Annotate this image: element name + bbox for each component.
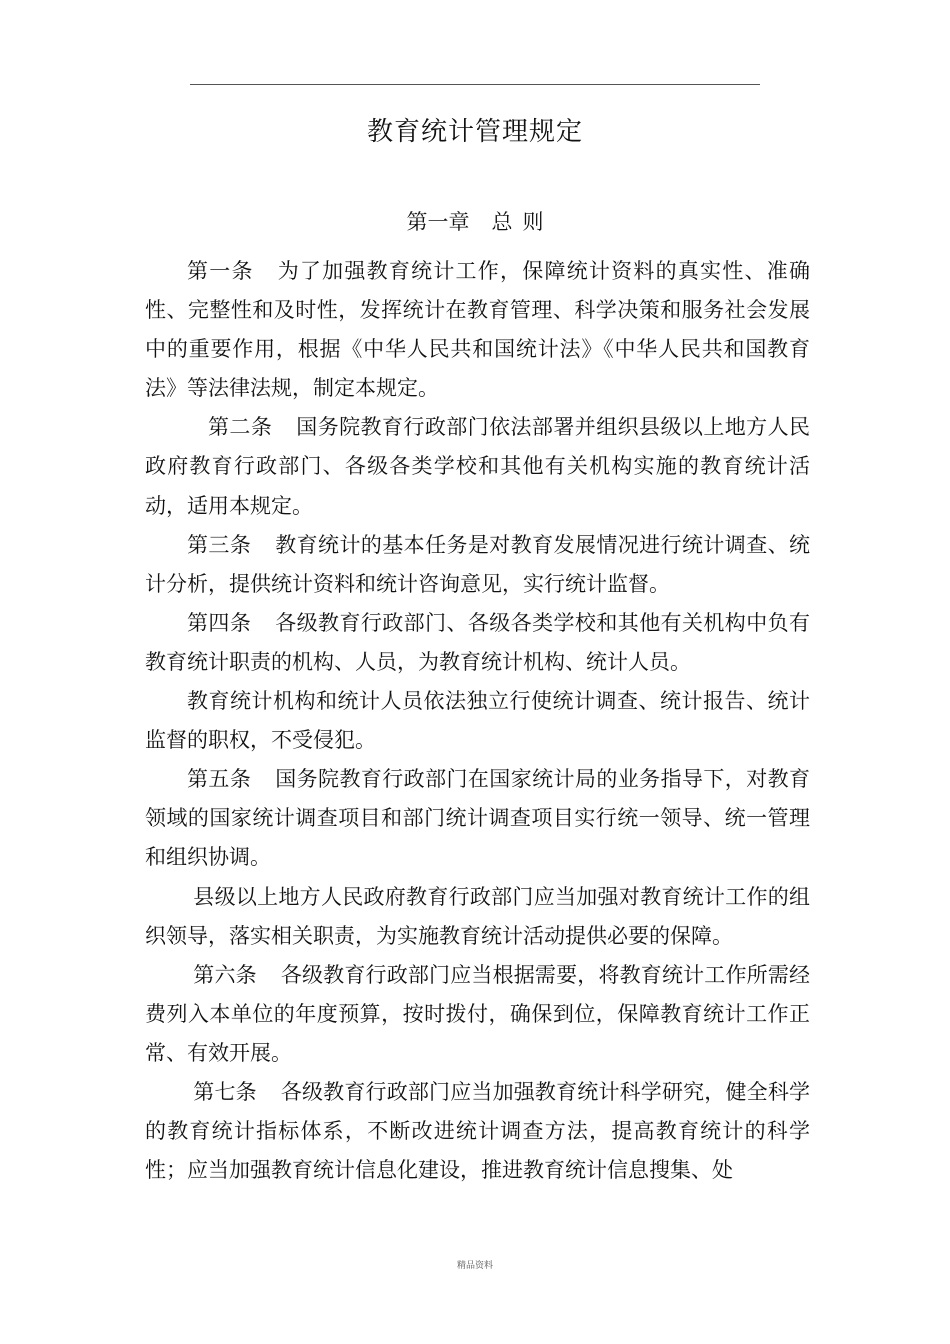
article-paragraph xyxy=(145,1073,810,1190)
article-paragraph xyxy=(145,956,810,1073)
article-text: 各级教育行政部门应当根据需要，将教育统计工作所需经费列入本单位的年度预算，按时拨付，确保到位，保障教育统计工作正常、有效开展。 xyxy=(145,962,811,1065)
article-paragraph xyxy=(145,682,810,760)
article-text: 教育统计的基本任务是对教育发展情况进行统计调查、统计分析，提供统计资料和统计咨询意见，实行统计监督。 xyxy=(145,532,811,596)
article-text: 县级以上地方人民政府教育行政部门应当加强对教育统计工作的组织领导，落实相关职责，为实施教育统计活动提供必要的保障。 xyxy=(145,884,810,948)
article-text: 国务院教育行政部门依法部署并组织县级以上地方人民政府教育行政部门、各级各类学校和其他有关机构实施的教育统计活动，适用本规定。 xyxy=(145,415,811,518)
article-paragraph xyxy=(145,526,810,604)
article-paragraph xyxy=(145,604,810,682)
article-label: 第一条 xyxy=(187,259,254,283)
article-label: 第五条 xyxy=(187,767,252,792)
chapter-name-part2: 则 xyxy=(522,210,544,234)
article-text: 各级教育行政部门、各级各类学校和其他有关机构中负有教育统计职责的机构、人员，为教育统计机构、统计人员。 xyxy=(145,610,811,674)
document-title: 教育统计管理规定 xyxy=(366,117,583,147)
article-paragraph xyxy=(145,878,810,956)
chapter-name-part1: 总 xyxy=(491,210,513,234)
article-text: 各级教育行政部门应当加强教育统计科学研究，健全科学的教育统计指标体系，不断改进统计调查方法，提高教育统计的科学性；应当加强教育统计信息化建设，推进教育统计信息搜集、处 xyxy=(145,1079,811,1183)
article-text: 为了加强教育统计工作，保障统计资料的真实性、准确性、完整性和及时性，发挥统计在教育管理、科学决策和服务社会发展中的重要作用，根据《中华人民共和国统计法》《中华人民共和国教育法》等法律法规，制定本规定。 xyxy=(145,259,811,401)
article-label: 第六条 xyxy=(193,962,257,987)
article-paragraph xyxy=(145,252,810,408)
article-label: 第七条 xyxy=(193,1079,257,1104)
page-footer: 精品资料 xyxy=(456,1261,493,1271)
document-body xyxy=(145,252,810,1190)
article-label: 第二条 xyxy=(208,415,273,440)
article-label: 第四条 xyxy=(187,610,252,635)
article-text: 教育统计机构和统计人员依法独立行使统计调查、统计报告、统计监督的职权，不受侵犯。 xyxy=(145,689,810,753)
article-paragraph xyxy=(145,408,810,525)
header-rule xyxy=(190,84,760,85)
article-text: 国务院教育行政部门在国家统计局的业务指导下，对教育领域的国家统计调查项目和部门统计调查项目实行统一领导、统一管理和组织协调。 xyxy=(145,767,811,870)
article-paragraph xyxy=(145,760,810,877)
article-label: 第三条 xyxy=(187,532,252,557)
chapter-number: 第一章 xyxy=(406,210,470,234)
chapter-heading xyxy=(0,204,950,240)
